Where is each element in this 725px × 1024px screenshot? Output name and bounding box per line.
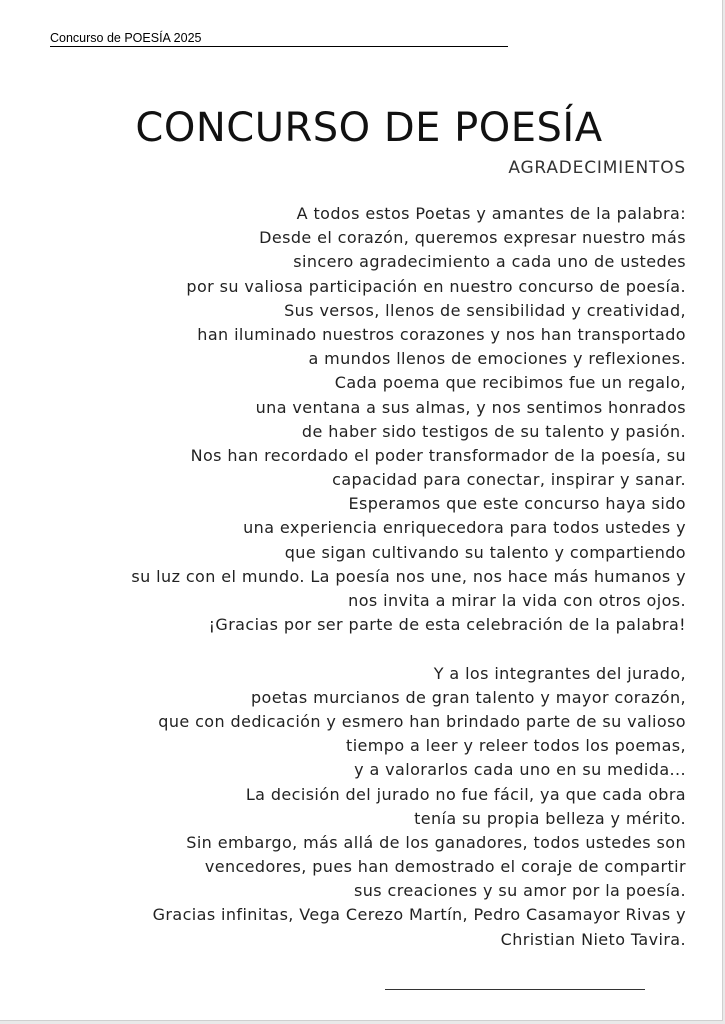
text-line: sincero agradecimiento a cada uno de ustedes [293, 252, 686, 272]
text-line: que con dedicación y esmero han brindado parte de su valioso [158, 711, 686, 731]
text-line: Sin embargo, más allá de los ganadores, todos ustedes son [186, 832, 686, 852]
text-line: Esperamos que este concurso haya sido [348, 494, 686, 514]
text-line: vencedores, pues han demostrado el coraje de compartir [204, 857, 686, 877]
text-line: Sus versos, llenos de sensibilidad y creatividad, [284, 300, 686, 320]
text-line: han iluminado nuestros corazones y nos han transportado [197, 324, 686, 344]
text-line: A todos estos Poetas y amantes de la palabra: [296, 204, 686, 223]
text-line: a mundos llenos de emociones y reflexiones. [308, 349, 686, 369]
page-title: CONCURSO DE POESÍA [135, 104, 603, 151]
page-header: Concurso de POESÍA 2025 [50, 31, 508, 47]
text-line: Nos han recordado el poder transformador de la poesía, su [190, 445, 686, 465]
text-line: Christian Nieto Tavira. [500, 929, 686, 949]
text-line: su luz con el mundo. La poesía nos une, nos hace más humanos y [131, 566, 686, 586]
text-line: una ventana a sus almas, y nos sentimos honrados [255, 397, 686, 417]
text-line: Gracias infinitas, Vega Cerezo Martín, Pedro Casamayor Rivas y [152, 905, 686, 925]
text-line: Cada poema que recibimos fue un regalo, [334, 373, 686, 393]
signature-line [385, 989, 645, 990]
paragraph-spacer [26, 637, 686, 661]
text-line: Desde el corazón, queremos expresar nuestro más [259, 228, 686, 248]
section-subtitle: AGRADECIMIENTOS [508, 158, 686, 178]
text-line: ¡Gracias por ser parte de esta celebración de la palabra! [208, 615, 686, 635]
text-line: La decisión del jurado no fue fácil, ya que cada obra [245, 784, 686, 804]
text-line: por su valiosa participación en nuestro concurso de poesía. [186, 276, 686, 296]
text-line: sus creaciones y su amor por la poesía. [354, 881, 686, 901]
text-line: tiempo a leer y releer todos los poemas, [346, 736, 686, 756]
paragraph-jury [26, 662, 686, 952]
text-line: poetas murcianos de gran talento y mayor corazón, [251, 687, 686, 707]
acknowledgements-text [26, 202, 686, 952]
text-line: nos invita a mirar la vida con otros ojos. [348, 591, 686, 610]
text-line: tenía su propia belleza y mérito. [414, 808, 686, 828]
text-line: capacidad para conectar, inspirar y sanar. [332, 470, 686, 490]
text-line: una experiencia enriquecedora para todos ustedes y [243, 518, 686, 538]
text-line: Y a los integrantes del jurado, [433, 663, 686, 683]
paragraph-participants [26, 202, 686, 637]
text-line: que sigan cultivando su talento y compartiendo [284, 542, 686, 562]
text-line: y a valorarlos cada uno en su medida... [354, 760, 686, 780]
text-line: de haber sido testigos de su talento y pasión. [301, 421, 686, 441]
